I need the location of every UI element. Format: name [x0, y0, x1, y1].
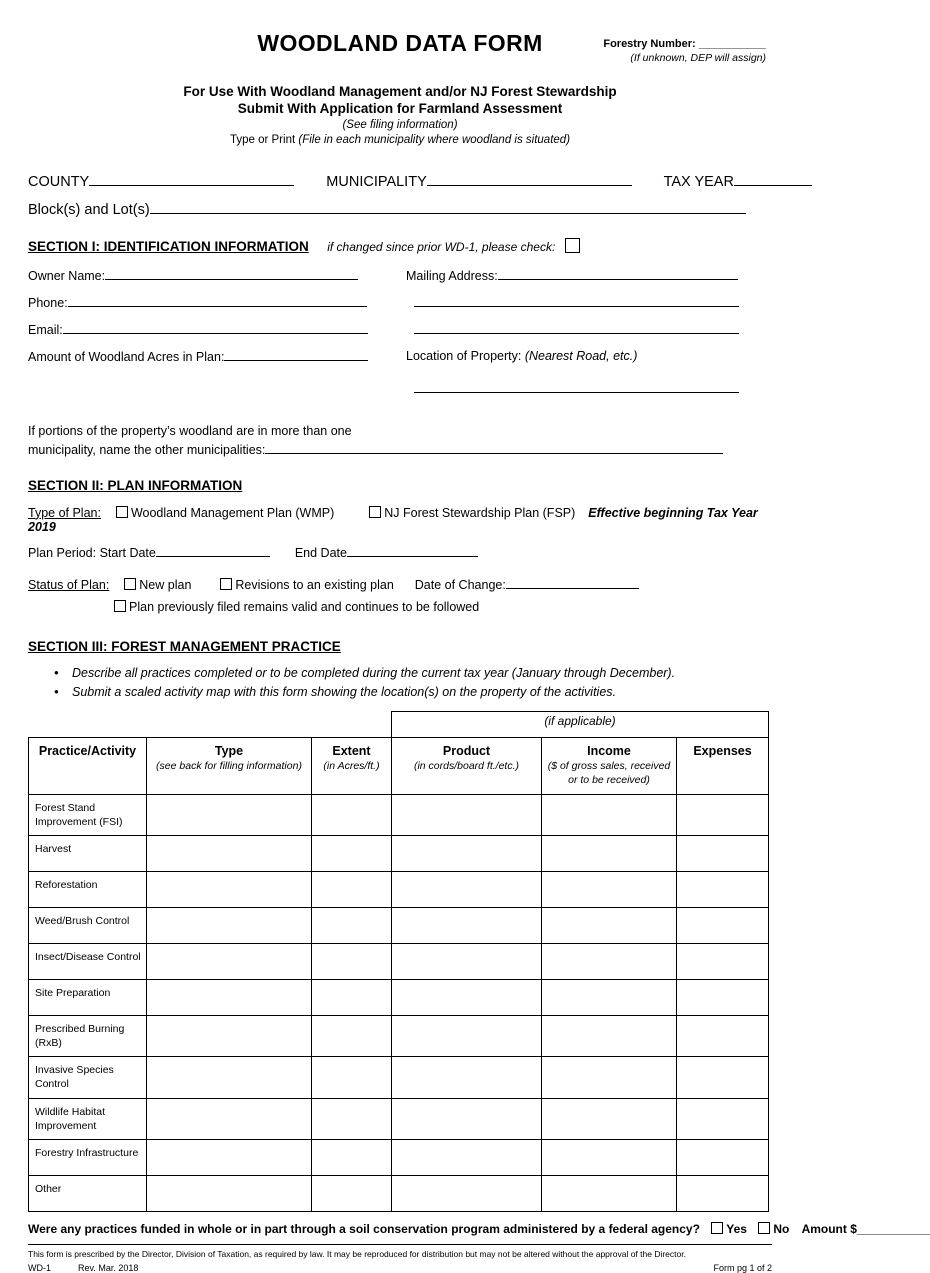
status-of-plan-row [28, 577, 772, 592]
cell-type[interactable] [147, 1015, 312, 1056]
row-label: Prescribed Burning (RxB) [29, 1015, 147, 1056]
mailing-address-label: Mailing Address: [406, 269, 498, 283]
practice-activity-table [28, 711, 769, 1212]
form-id: WD-1 [28, 1262, 51, 1273]
cell-extent[interactable] [312, 907, 392, 943]
form-revision: Rev. Mar. 2018 [78, 1262, 139, 1273]
section-1-left-column [28, 268, 398, 396]
phone-label: Phone: [28, 296, 68, 310]
cell-income[interactable] [542, 871, 677, 907]
previously-filed-label: Plan previously filed remains valid and continues to be followed [129, 599, 480, 614]
municipality-input[interactable] [427, 174, 632, 186]
table-row [29, 907, 769, 943]
section-3 [28, 638, 930, 1236]
row-label: Weed/Brush Control [29, 907, 147, 943]
column-header-extent [312, 737, 392, 794]
date-of-change-label: Date of Change: [414, 577, 506, 592]
cell-product[interactable] [392, 907, 542, 943]
plan-start-date-input[interactable] [156, 545, 270, 557]
location-of-property-field [406, 349, 772, 363]
cell-extent[interactable] [312, 1015, 392, 1056]
fsp-checkbox[interactable] [369, 506, 381, 518]
owner-name-label: Owner Name: [28, 269, 106, 283]
type-of-plan-label: Type of Plan: [28, 505, 101, 520]
county-municipality-row [28, 174, 772, 190]
table-row [29, 1057, 769, 1098]
row-label: Invasive Species Control [29, 1057, 147, 1098]
other-municipalities-note [28, 422, 772, 461]
revisions-checkbox[interactable] [220, 578, 232, 590]
table-row [29, 1015, 769, 1056]
acres-field [28, 349, 398, 364]
section-1-check-note: if changed since prior WD-1, please check: [327, 240, 556, 254]
column-header-type-sub: (see back for filling information) [156, 760, 302, 773]
email-field [28, 322, 398, 337]
other-municipalities-label: municipality, name the other municipalities: [28, 443, 266, 458]
section-3-heading: SECTION III: FOREST MANAGEMENT PRACTICE [28, 638, 341, 654]
section-2 [28, 477, 772, 614]
end-date-label: End Date [294, 545, 347, 560]
row-label: Site Preparation [29, 979, 147, 1015]
cell-extent[interactable] [312, 979, 392, 1015]
date-of-change-input[interactable] [506, 577, 639, 589]
cell-type[interactable] [147, 871, 312, 907]
funded-amount-label: Amount $___________ [801, 1222, 930, 1236]
row-label: Harvest [29, 835, 147, 871]
cell-expenses[interactable] [677, 943, 769, 979]
subtitle-filing-info: (See filing information) [342, 119, 458, 131]
if-applicable-label: (if applicable) [392, 711, 769, 737]
phone-field [28, 295, 398, 310]
other-municipalities-input[interactable] [265, 442, 723, 454]
forestry-number-note: (If unknown, DEP will assign) [630, 52, 766, 64]
email-label: Email: [28, 323, 63, 337]
new-plan-checkbox[interactable] [124, 578, 136, 590]
cell-expenses[interactable] [677, 1015, 769, 1056]
column-header-income-label: Income [587, 743, 631, 758]
forestry-number-block [516, 38, 766, 64]
subtitle-use-with: For Use With Woodland Management and/or NJ Forest Stewardship [183, 84, 617, 99]
plan-period-label: Plan Period: Start Date [28, 545, 156, 560]
cell-expenses[interactable] [677, 1176, 769, 1212]
funded-yes-checkbox[interactable] [711, 1222, 723, 1234]
cell-income[interactable] [542, 1057, 677, 1098]
table-row [29, 1140, 769, 1176]
cell-product[interactable] [392, 979, 542, 1015]
cell-type[interactable] [147, 1176, 312, 1212]
instruction-bullet-2: • Submit a scaled activity map with this form showing the location(s) on the property of the activities. [54, 685, 772, 699]
page-title: WOODLAND DATA FORM [257, 30, 543, 56]
wmp-label: Woodland Management Plan (WMP) [130, 505, 335, 520]
column-header-extent-sub: (in Acres/ft.) [323, 760, 380, 773]
subtitle-type-or-print [28, 134, 772, 146]
column-header-expenses [677, 737, 769, 794]
column-header-product-label: Product [442, 743, 491, 758]
section-1-heading: SECTION I: IDENTIFICATION INFORMATION [28, 239, 309, 254]
cell-product[interactable] [392, 1015, 542, 1056]
revisions-label: Revisions to an existing plan [235, 577, 394, 592]
row-label: Wildlife Habitat Improvement [29, 1098, 147, 1139]
column-header-income [542, 737, 677, 794]
cell-expenses[interactable] [677, 1098, 769, 1139]
mailing-address-field [406, 268, 772, 283]
footer-left [28, 1263, 138, 1273]
column-header-type-label: Type [214, 743, 244, 758]
funded-no-checkbox[interactable] [758, 1222, 770, 1234]
plan-end-date-input[interactable] [347, 545, 478, 557]
tax-year-label: TAX YEAR [663, 174, 734, 190]
column-header-practice [29, 737, 147, 794]
cell-type[interactable] [147, 1057, 312, 1098]
funded-no-label: No [773, 1222, 790, 1236]
owner-name-field [28, 268, 398, 283]
cell-product[interactable] [392, 794, 542, 835]
footer-row [28, 1263, 772, 1273]
cell-expenses[interactable] [677, 907, 769, 943]
mailing-address-line-2 [406, 295, 772, 310]
cell-type[interactable] [147, 907, 312, 943]
fsp-label: NJ Forest Stewardship Plan (FSP) [384, 505, 576, 520]
mailing-address-input-1[interactable] [498, 268, 738, 280]
if-applicable-row [29, 711, 769, 737]
cell-product[interactable] [392, 871, 542, 907]
funded-yes-label: Yes [726, 1222, 747, 1236]
table-row [29, 979, 769, 1015]
federal-funding-question: Were any practices funded in whole or in part through a soil conservation program administered by a federal agency? [28, 1222, 700, 1236]
cell-income[interactable] [542, 1140, 677, 1176]
cell-income[interactable] [542, 835, 677, 871]
location-line-2 [406, 381, 772, 396]
page-number: Form pg 1 of 2 [713, 1262, 772, 1273]
cell-product[interactable] [392, 1057, 542, 1098]
cell-expenses[interactable] [677, 979, 769, 1015]
cell-income[interactable] [542, 794, 677, 835]
tax-year-input[interactable] [734, 174, 812, 186]
row-label: Other [29, 1176, 147, 1212]
cell-expenses[interactable] [677, 871, 769, 907]
table-row [29, 871, 769, 907]
cell-extent[interactable] [312, 835, 392, 871]
federal-funding-question-row [28, 1222, 930, 1236]
column-header-type [147, 737, 312, 794]
type-or-print-text: Type or Print [229, 134, 299, 146]
block-lots-input[interactable] [150, 202, 746, 214]
file-in-municipality-note: (File in each municipality where woodland is situated) [298, 134, 571, 146]
mailing-address-input-2[interactable] [414, 295, 739, 307]
section-1-fields [28, 268, 772, 396]
status-of-plan-label: Status of Plan: [28, 577, 110, 592]
cell-extent[interactable] [312, 1176, 392, 1212]
location-label: Location of Property: [406, 349, 522, 363]
email-input[interactable] [63, 322, 368, 334]
cell-extent[interactable] [312, 794, 392, 835]
forestry-number-label: Forestry Number: ___________ [603, 38, 766, 50]
mailing-address-input-3[interactable] [414, 322, 739, 334]
cell-extent[interactable] [312, 871, 392, 907]
cell-product[interactable] [392, 943, 542, 979]
other-municipalities-line-2 [28, 441, 772, 460]
county-input[interactable] [89, 174, 294, 186]
fsp-effective-note: Effective beginning Tax Year 2019 [28, 505, 758, 534]
cell-type[interactable] [147, 1098, 312, 1139]
column-header-product-sub: (in cords/board ft./etc.) [413, 760, 520, 773]
owner-name-input[interactable] [105, 268, 358, 280]
column-header-practice-label: Practice/Activity [38, 743, 137, 758]
section-1 [28, 238, 772, 256]
block-lots-label: Block(s) and Lot(s) [28, 202, 150, 218]
cell-income[interactable] [542, 943, 677, 979]
acres-label: Amount of Woodland Acres in Plan: [28, 350, 225, 364]
table-row [29, 943, 769, 979]
location-input[interactable] [414, 381, 739, 393]
table-row [29, 835, 769, 871]
plan-period-row [28, 545, 772, 560]
section-3-instructions [54, 666, 772, 699]
column-header-product [392, 737, 542, 794]
footer-note: This form is prescribed by the Director, Division of Taxation, as required by law. It may be reproduced for distribution but may not be altered without the approval of the Director. [28, 1249, 686, 1259]
wmp-checkbox[interactable] [116, 506, 128, 518]
previously-filed-row [114, 600, 772, 614]
cell-product[interactable] [392, 835, 542, 871]
cell-income[interactable] [542, 1015, 677, 1056]
cell-type[interactable] [147, 835, 312, 871]
phone-input[interactable] [68, 295, 367, 307]
table-header-row [29, 737, 769, 794]
cell-income[interactable] [542, 1098, 677, 1139]
acres-input[interactable] [224, 349, 368, 361]
cell-product[interactable] [392, 1140, 542, 1176]
cell-type[interactable] [147, 943, 312, 979]
row-label: Reforestation [29, 871, 147, 907]
county-label: COUNTY [28, 174, 90, 190]
mailing-address-line-3 [406, 322, 772, 337]
section-1-right-column [398, 268, 772, 396]
cell-extent[interactable] [312, 1098, 392, 1139]
row-label: Insect/Disease Control [29, 943, 147, 979]
location-note: (Nearest Road, etc.) [524, 349, 638, 363]
form-header [28, 30, 772, 74]
cell-type[interactable] [147, 794, 312, 835]
new-plan-label: New plan [139, 577, 192, 592]
column-header-expenses-label: Expenses [693, 743, 752, 758]
cell-extent[interactable] [312, 943, 392, 979]
instruction-bullet-1: • Describe all practices completed or to be completed during the current tax year (January through December). [54, 666, 772, 680]
table-row [29, 1176, 769, 1212]
municipality-label: MUNICIPALITY [326, 174, 427, 190]
changed-since-prior-checkbox[interactable] [565, 238, 580, 253]
cell-extent[interactable] [312, 1057, 392, 1098]
table-row [29, 794, 769, 835]
previously-filed-checkbox[interactable] [114, 600, 126, 612]
cell-income[interactable] [542, 907, 677, 943]
cell-expenses[interactable] [677, 1057, 769, 1098]
column-header-income-sub: ($ of gross sales, received or to be received) [547, 760, 671, 786]
other-municipalities-line-1: If portions of the property’s woodland are in more than one [28, 424, 352, 438]
subtitle-submit-with: Submit With Application for Farmland Assessment [237, 101, 563, 116]
cell-product[interactable] [392, 1176, 542, 1212]
footer-divider [28, 1244, 772, 1245]
row-label: Forest Stand Improvement (FSI) [29, 794, 147, 835]
column-header-extent-label: Extent [332, 743, 371, 758]
cell-type[interactable] [147, 1140, 312, 1176]
cell-type[interactable] [147, 979, 312, 1015]
cell-income[interactable] [542, 1176, 677, 1212]
table-row [29, 1098, 769, 1139]
type-of-plan-row [28, 506, 772, 534]
cell-expenses[interactable] [677, 835, 769, 871]
cell-extent[interactable] [312, 1140, 392, 1176]
section-2-heading: SECTION II: PLAN INFORMATION [28, 477, 243, 493]
cell-expenses[interactable] [677, 794, 769, 835]
cell-product[interactable] [392, 1098, 542, 1139]
block-lots-row [28, 202, 772, 218]
row-label: Forestry Infrastructure [29, 1140, 147, 1176]
cell-expenses[interactable] [677, 1140, 769, 1176]
cell-income[interactable] [542, 979, 677, 1015]
